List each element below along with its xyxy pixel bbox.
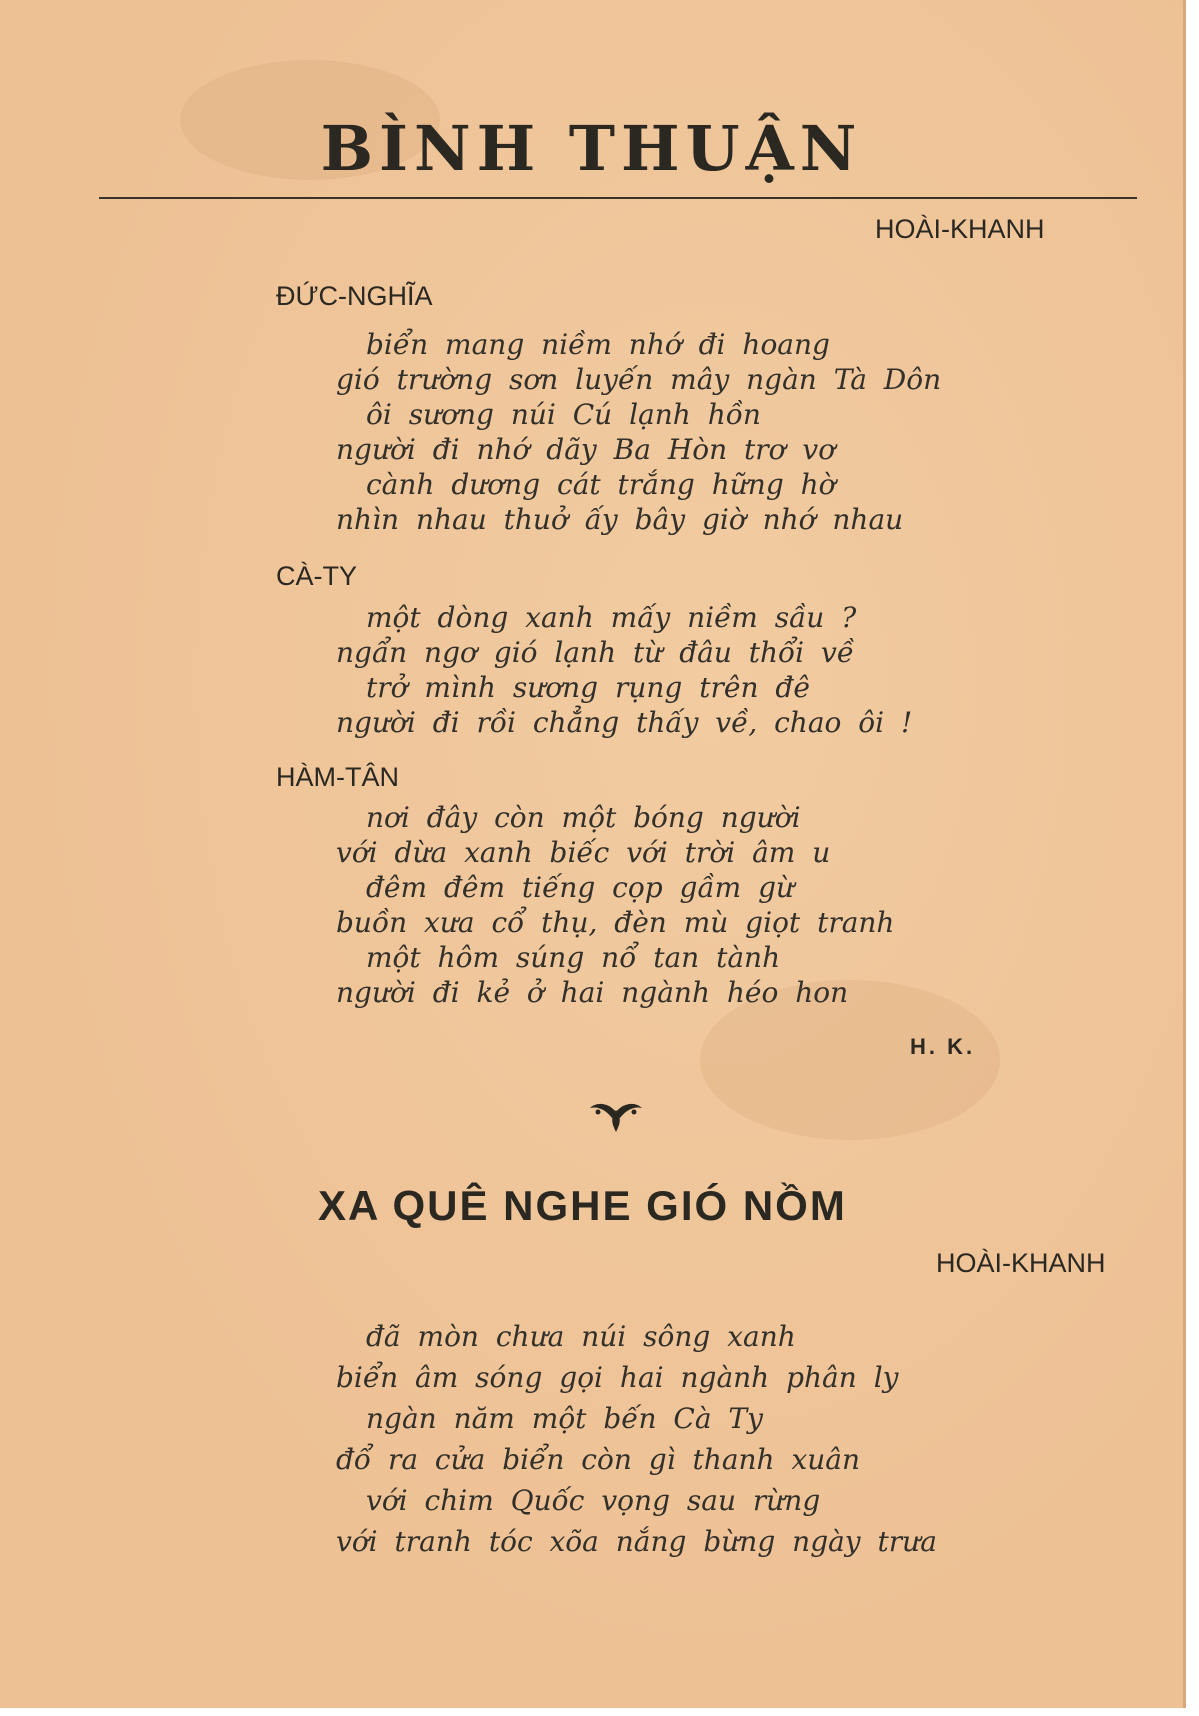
verse-line: đổ ra cửa biển còn gì thanh xuân (336, 1443, 861, 1476)
verse-line: ngẩn ngơ gió lạnh từ đâu thổi về (336, 636, 855, 669)
poem-2-title: XA QUÊ NGHE GIÓ NỒM (318, 1182, 847, 1229)
verse-line: buồn xưa cổ thụ, đèn mù giọt tranh (336, 906, 895, 939)
verse-line: đã mòn chưa núi sông xanh (366, 1320, 796, 1353)
verse-line: ngàn năm một bến Cà Ty (366, 1402, 763, 1435)
verse-line: cành dương cát trắng hững hờ (366, 468, 836, 501)
verse-line: biển âm sóng gọi hai ngành phân ly (336, 1361, 899, 1394)
verse-line: trở mình sương rụng trên đê (366, 671, 810, 704)
title-divider (99, 197, 1137, 199)
fleuron-ornament-icon (588, 1098, 644, 1134)
verse-line: người đi kẻ ở hai ngành héo hon (336, 976, 849, 1009)
verse-line: nhìn nhau thuở ấy bây giờ nhớ nhau (336, 503, 904, 536)
poem-1-author: HOÀI-KHANH (875, 214, 1045, 244)
section-heading-ca-ty: CÀ-TY (276, 561, 357, 591)
verse-line: với dừa xanh biếc với trời âm u (336, 836, 831, 869)
verse-line: đêm đêm tiếng cọp gầm gừ (366, 871, 795, 904)
section-heading-ham-tan: HÀM-TÂN (276, 762, 399, 792)
poem-2-author: HOÀI-KHANH (936, 1248, 1106, 1278)
verse-line: người đi rồi chẳng thấy về, chao ôi ! (336, 706, 913, 739)
verse-line: gió trường sơn luyến mây ngàn Tà Dôn (336, 363, 942, 396)
poem-1-signature: H. K. (910, 1034, 976, 1059)
verse-line: biển mang niềm nhớ đi hoang (366, 328, 830, 361)
verse-line: một dòng xanh mấy niềm sầu ? (366, 601, 857, 634)
verse-line: với chim Quốc vọng sau rừng (366, 1484, 821, 1517)
verse-line: nơi đây còn một bóng người (366, 801, 801, 834)
verse-line: một hôm súng nổ tan tành (366, 941, 781, 974)
verse-line: ôi sương núi Cú lạnh hồn (366, 398, 761, 431)
verse-line: với tranh tóc xõa nắng bừng ngày trưa (336, 1525, 937, 1558)
poem-1-title: BÌNH THUẬN (320, 112, 863, 185)
section-heading-duc-nghia: ĐỨC-NGHĨA (276, 281, 433, 311)
verse-line: người đi nhớ dãy Ba Hòn trơ vơ (336, 433, 836, 466)
